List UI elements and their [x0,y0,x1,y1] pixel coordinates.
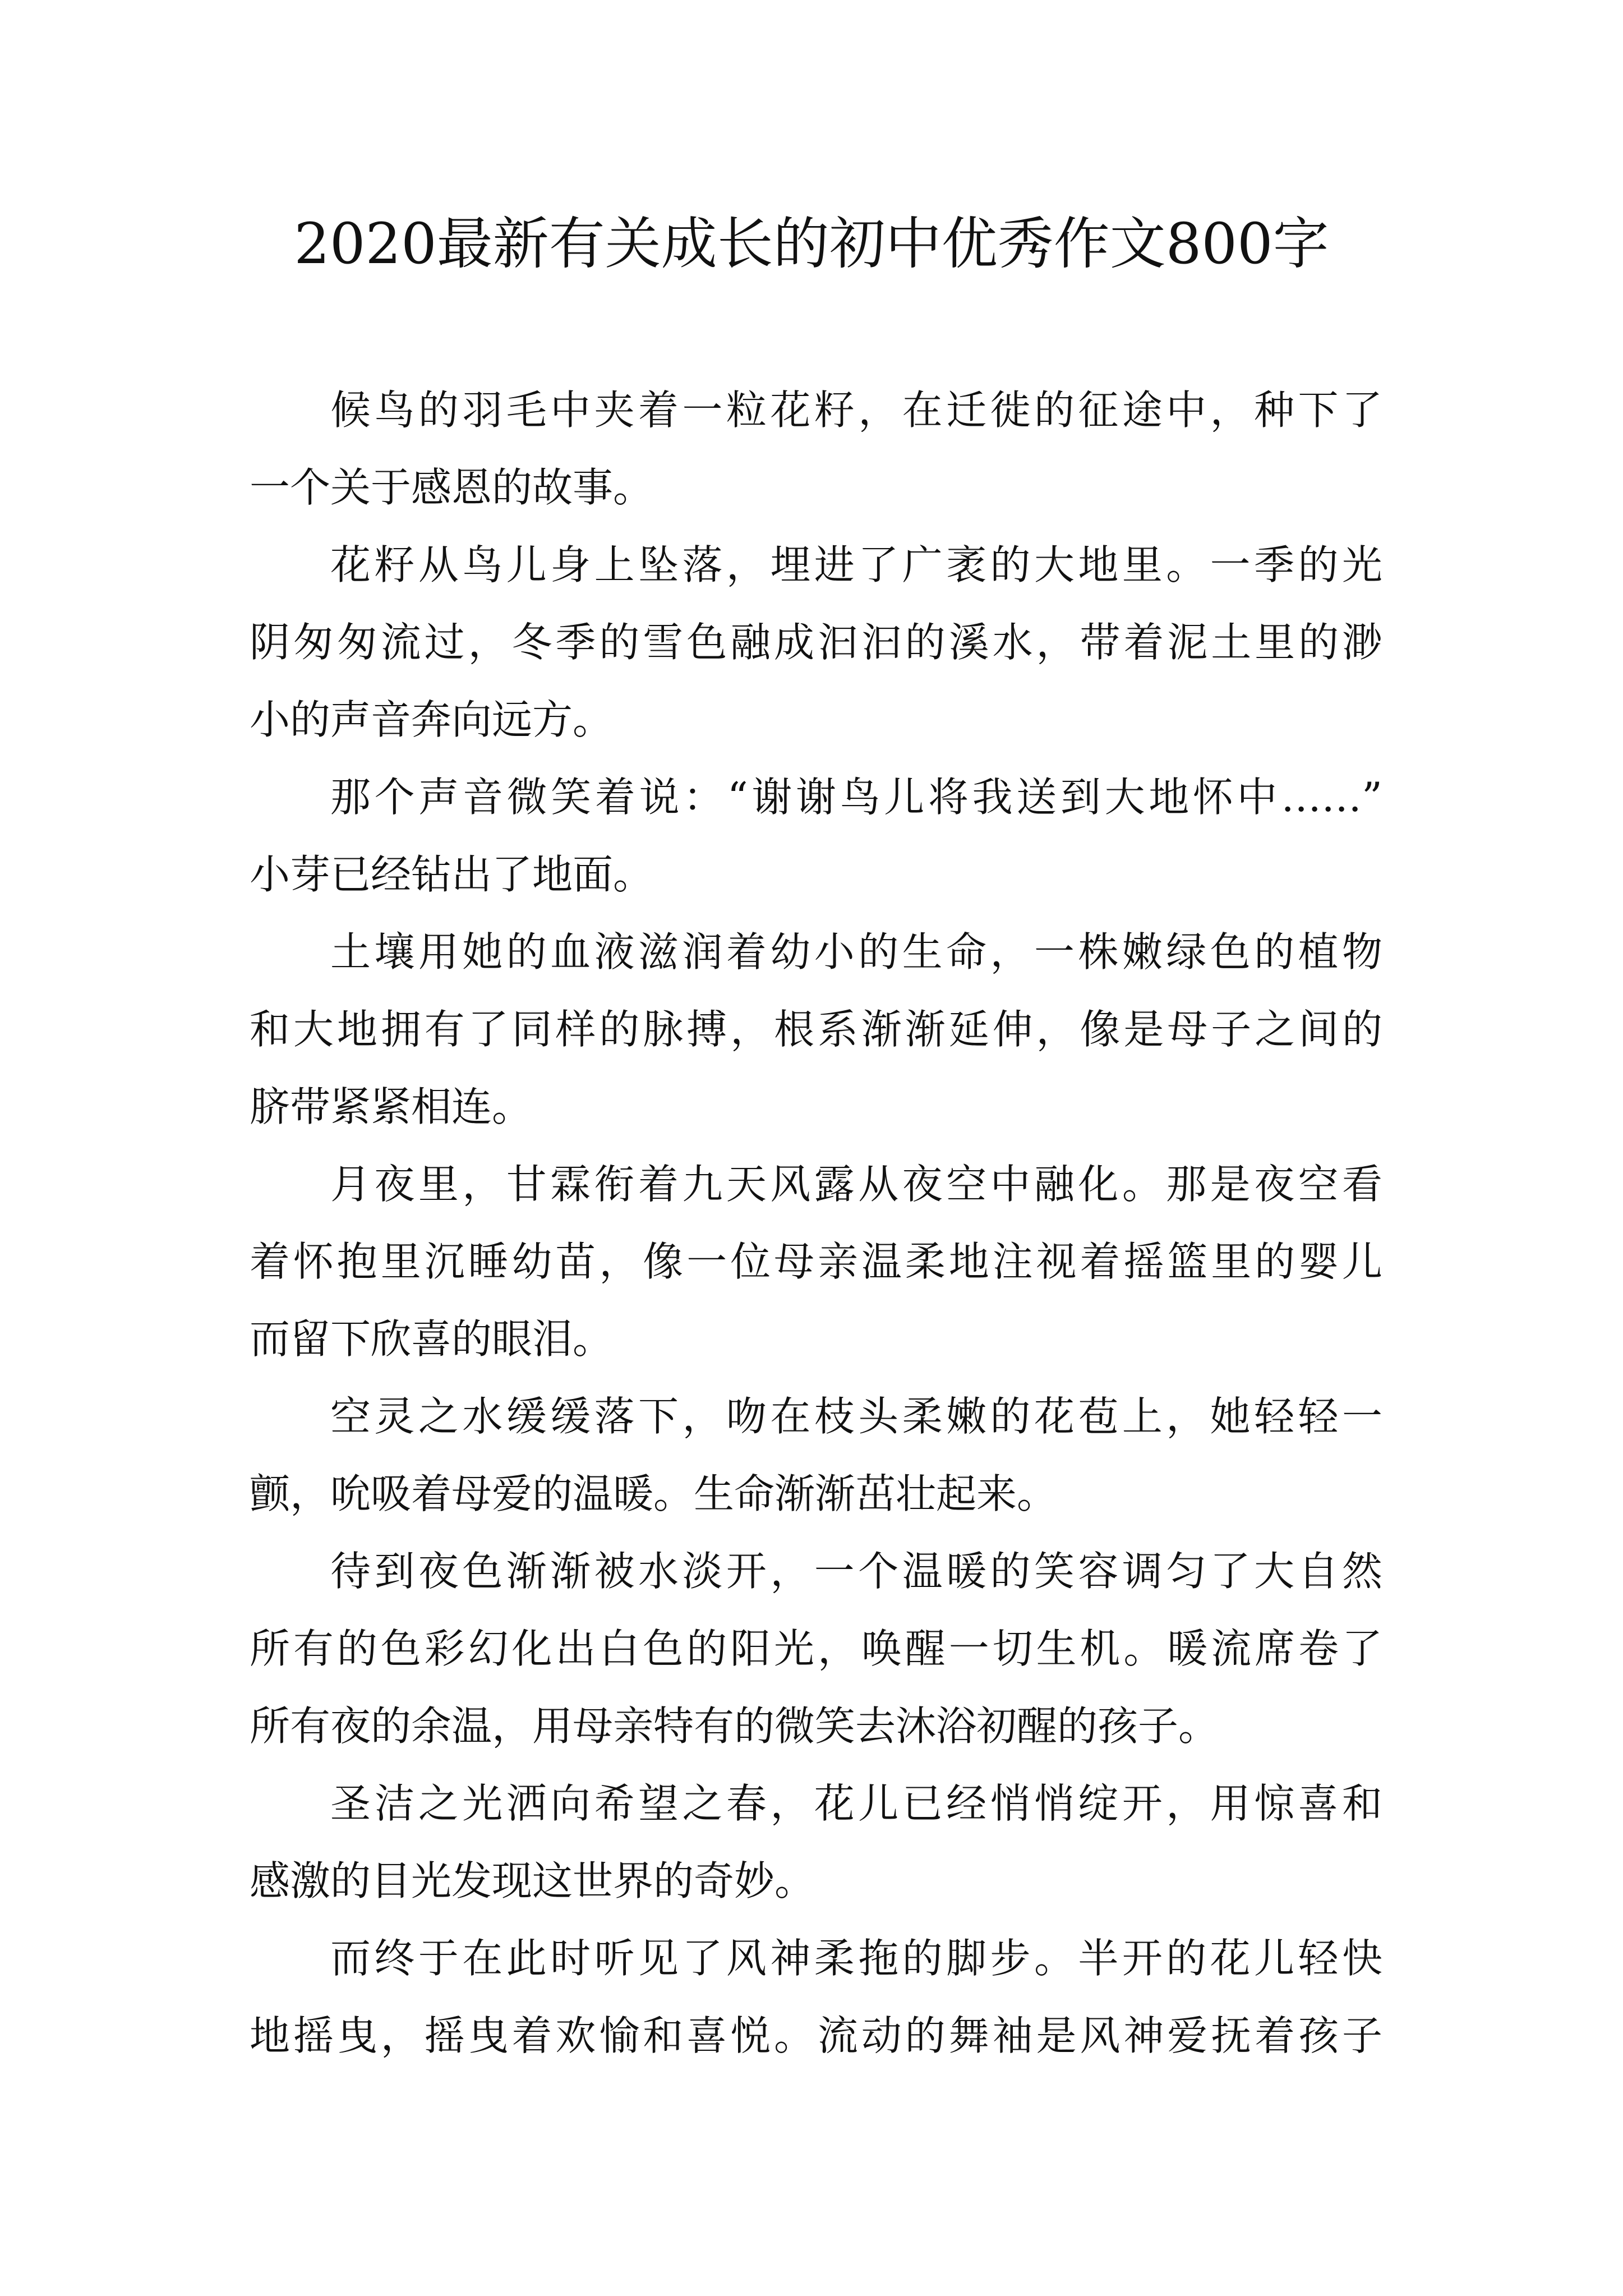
paragraph [250,1378,1382,1533]
paragraph-line: 待到夜色渐渐被水淡开，一个温暖的笑容调匀了大自然 [330,1548,1382,1595]
paragraph [250,526,1382,758]
paragraph-line: 空灵之水缓缓落下，吻在枝头柔嫩的花苞上，她轻轻一 [330,1393,1382,1440]
document-title: 2020最新有关成长的初中优秀作文800字 [294,211,1329,277]
paragraph-line: 地摇曳，摇曳着欢愉和喜悦。流动的舞袖是风神爱抚着孩子 [250,2012,1382,2059]
paragraph [250,371,1382,526]
paragraph-line: 花籽从鸟儿身上坠落，埋进了广袤的大地里。一季的光 [330,541,1382,588]
paragraph [250,913,1382,1145]
paragraph [250,1145,1382,1378]
paragraph [250,1920,1382,2074]
paragraph-line: 着怀抱里沉睡幼苗，像一位母亲温柔地注视着摇篮里的婴儿 [250,1238,1382,1285]
paragraph-line: 和大地拥有了同样的脉搏，根系渐渐延伸，像是母子之间的 [250,1006,1382,1053]
paragraph-line: 那个声音微笑着说：“谢谢鸟儿将我送到大地怀中……” [330,774,1382,821]
paragraph [250,1533,1382,1765]
paragraph-line: 候鸟的羽毛中夹着一粒花籽，在迁徙的征途中，种下了 [330,386,1382,434]
paragraph [250,758,1382,913]
paragraph-line: 一个关于感恩的故事。 [250,464,654,511]
paragraph-line: 颤，吮吸着母爱的温暖。生命渐渐茁壮起来。 [250,1470,1058,1517]
paragraph-line: 所有夜的余温，用母亲特有的微笑去沐浴初醒的孩子。 [250,1703,1219,1750]
paragraph-line: 脐带紧紧相连。 [250,1083,533,1130]
paragraph [250,1765,1382,1920]
paragraph-line: 小芽已经钻出了地面。 [250,851,654,898]
paragraph-line: 而终于在此时听见了风神柔拖的脚步。半开的花儿轻快 [330,1935,1382,1982]
paragraph-line: 小的声音奔向远方。 [250,696,614,743]
paragraph-line: 而留下欣喜的眼泪。 [250,1315,614,1363]
paragraph-line: 月夜里，甘霖衔着九天风露从夜空中融化。那是夜空看 [330,1161,1382,1208]
paragraph-line: 圣洁之光洒向希望之春，花儿已经悄悄绽开，用惊喜和 [330,1780,1382,1827]
paragraph-line: 所有的色彩幻化出白色的阳光，唤醒一切生机。暖流席卷了 [250,1625,1382,1672]
paragraph-line: 感激的目光发现这世界的奇妙。 [250,1857,815,1904]
paragraph-line: 土壤用她的血液滋润着幼小的生命，一株嫩绿色的植物 [330,928,1382,976]
paragraph-line: 阴匆匆流过，冬季的雪色融成汩汩的溪水，带着泥土里的渺 [250,619,1382,666]
document-body [250,371,1382,2074]
